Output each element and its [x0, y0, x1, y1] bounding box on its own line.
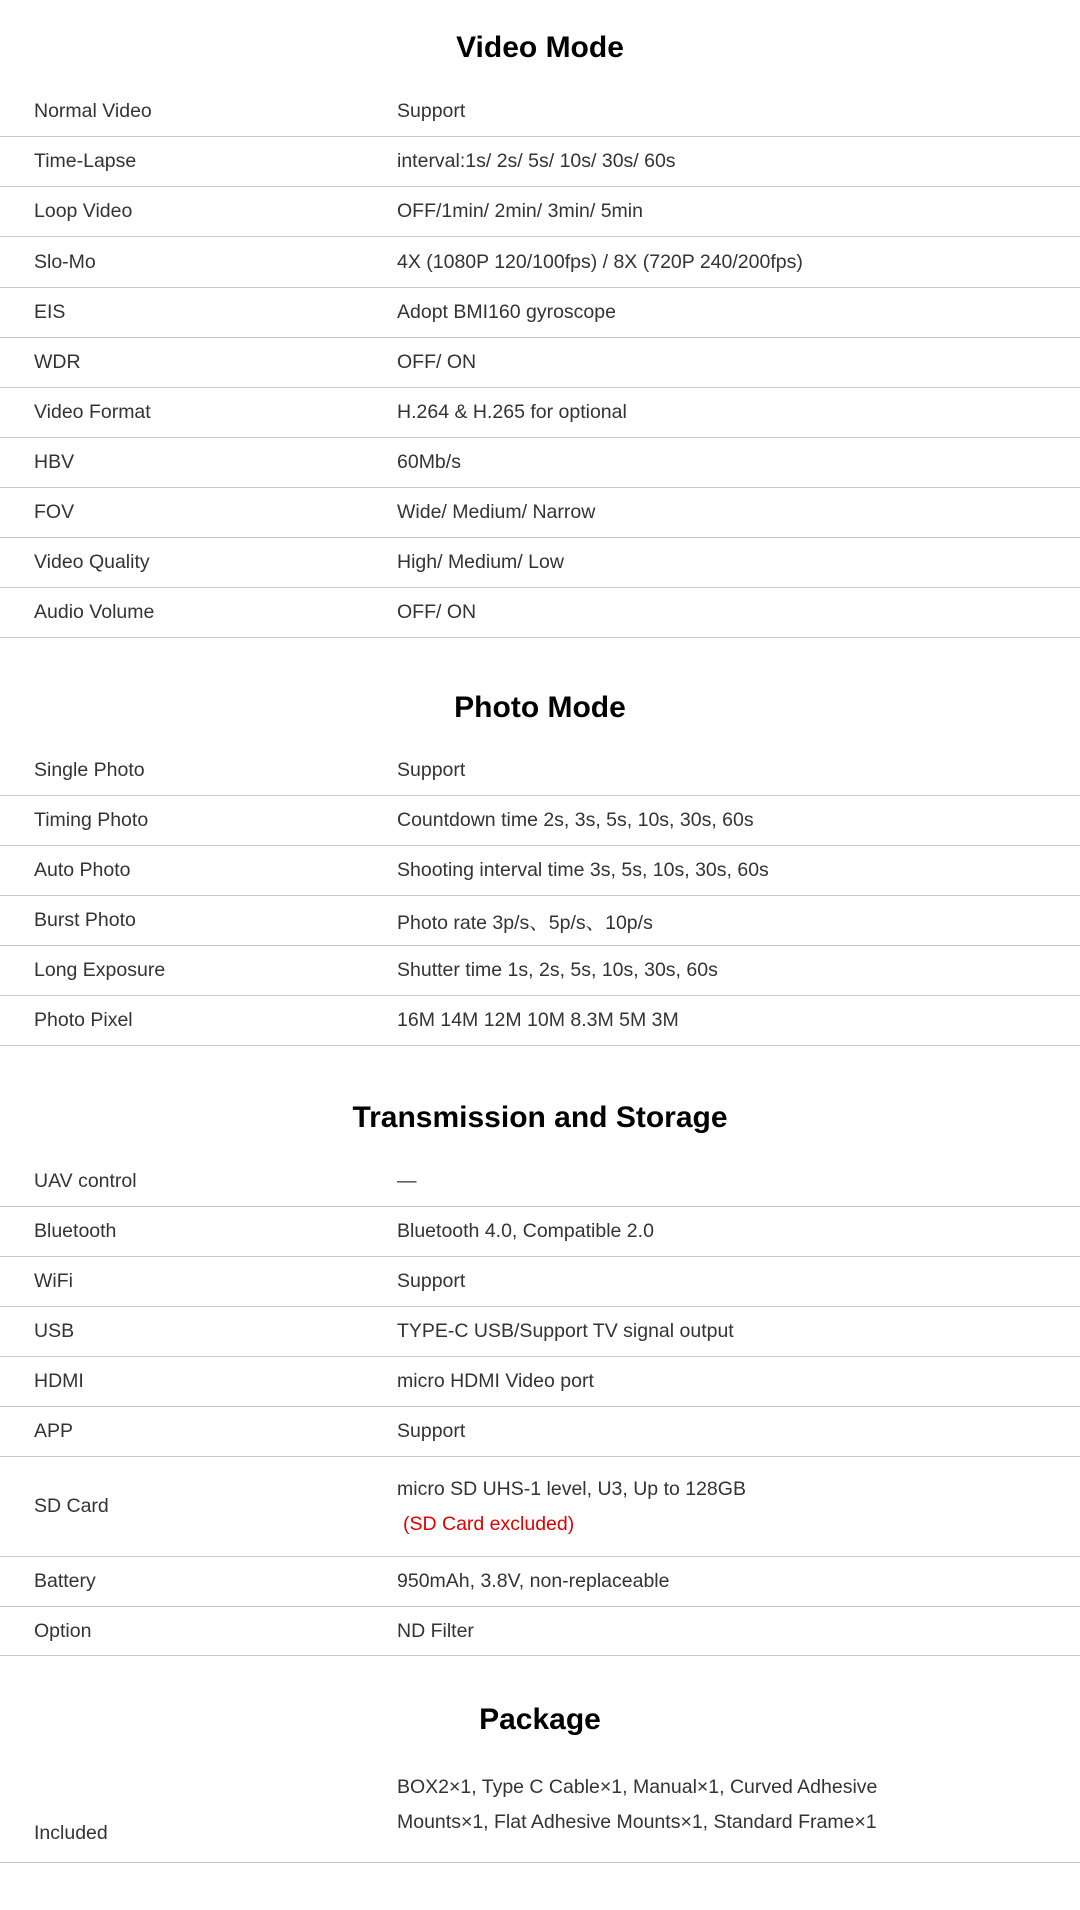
spec-label: Bluetooth [34, 1220, 117, 1242]
spec-value: Support [397, 100, 466, 122]
table-row [0, 996, 1080, 1046]
spec-value: 950mAh, 3.8V, non-replaceable [397, 1570, 670, 1592]
spec-value: Support [397, 1270, 466, 1292]
spec-value: Shutter time 1s, 2s, 5s, 10s, 30s, 60s [397, 959, 718, 981]
spec-label: Battery [34, 1570, 96, 1592]
spec-value: TYPE-C USB/Support TV signal output [397, 1320, 734, 1342]
table-row [0, 946, 1080, 996]
package-table [0, 1770, 1080, 1863]
spec-value: ND Filter [397, 1619, 474, 1642]
sd-card-excluded-note: (SD Card excluded) [403, 1512, 575, 1535]
spec-label: SD Card [34, 1495, 109, 1517]
spec-value: — [397, 1170, 417, 1192]
spec-label: Auto Photo [34, 859, 131, 881]
spec-label: Option [34, 1619, 92, 1642]
table-row [0, 388, 1080, 438]
table-row [0, 187, 1080, 237]
spec-value: OFF/ ON [397, 601, 477, 623]
table-row [0, 1457, 1080, 1557]
spec-value-line: BOX2×1, Type C Cable×1, Manual×1, Curved Adhesive [397, 1776, 878, 1798]
photo-mode-title: Photo Mode [454, 691, 626, 724]
spec-label: Loop Video [34, 200, 133, 222]
spec-label: USB [34, 1320, 75, 1342]
spec-value: Shooting interval time 3s, 5s, 10s, 30s, 60s [397, 859, 769, 881]
spec-value: interval:1s/ 2s/ 5s/ 10s/ 30s/ 60s [397, 150, 676, 172]
spec-value: 4X (1080P 120/100fps) / 8X (720P 240/200fps) [397, 250, 803, 273]
spec-value: Support [397, 759, 466, 781]
spec-label: UAV control [34, 1170, 137, 1192]
spec-value: Bluetooth 4.0, Compatible 2.0 [397, 1220, 654, 1242]
table-row [0, 796, 1080, 846]
table-row [0, 896, 1080, 946]
spec-label: APP [34, 1420, 74, 1442]
table-row [0, 338, 1080, 388]
spec-value: 60Mb/s [397, 451, 461, 473]
spec-value: H.264 & H.265 for optional [397, 401, 627, 423]
video-mode-table [0, 87, 1080, 638]
table-row [0, 746, 1080, 796]
spec-label: Video Quality [34, 551, 150, 573]
table-row [0, 1407, 1080, 1457]
spec-value: High/ Medium/ Low [397, 551, 564, 573]
spec-label: Long Exposure [34, 959, 166, 981]
table-row [0, 846, 1080, 896]
spec-value: Photo rate 3p/s、5p/s、10p/s [397, 911, 653, 934]
spec-label: Photo Pixel [34, 1009, 133, 1031]
spec-value: OFF/ ON [397, 351, 477, 373]
spec-value-text: micro SD UHS-1 level, U3, Up to 128GB [397, 1477, 746, 1500]
table-row [0, 1157, 1080, 1207]
spec-label: HDMI [34, 1370, 84, 1392]
table-row [0, 1607, 1080, 1656]
table-row [0, 538, 1080, 588]
table-row [0, 137, 1080, 187]
table-row [0, 237, 1080, 288]
table-row [0, 1207, 1080, 1257]
spec-label: WDR [34, 351, 81, 373]
package-title: Package [479, 1703, 601, 1736]
table-row [0, 1257, 1080, 1307]
spec-value [364, 1478, 1080, 1536]
spec-value: Countdown time 2s, 3s, 5s, 10s, 30s, 60s [397, 809, 754, 831]
spec-label: Time-Lapse [34, 150, 137, 172]
spec-value: 16M 14M 12M 10M 8.3M 5M 3M [397, 1009, 679, 1031]
photo-mode-table [0, 746, 1080, 1046]
transmission-storage-title: Transmission and Storage [352, 1101, 728, 1134]
spec-label: Normal Video [34, 100, 152, 122]
table-row [0, 588, 1080, 638]
spec-label: EIS [34, 301, 66, 323]
spec-value: micro HDMI Video port [397, 1370, 594, 1392]
table-row [0, 1357, 1080, 1407]
table-row [0, 1770, 1080, 1863]
spec-value: OFF/1min/ 2min/ 3min/ 5min [397, 200, 643, 222]
spec-label: FOV [34, 501, 75, 523]
table-row [0, 1557, 1080, 1607]
spec-label: Included [34, 1822, 108, 1844]
video-mode-title: Video Mode [456, 31, 624, 64]
spec-label: Video Format [34, 401, 151, 423]
transmission-storage-table [0, 1157, 1080, 1656]
spec-label: WiFi [34, 1270, 73, 1292]
table-row [0, 488, 1080, 538]
table-row [0, 288, 1080, 338]
spec-label: Audio Volume [34, 601, 155, 623]
spec-value: Adopt BMI160 gyroscope [397, 301, 616, 323]
spec-label: Timing Photo [34, 809, 149, 831]
spec-label: HBV [34, 451, 75, 473]
spec-label: Single Photo [34, 759, 145, 781]
spec-label: Slo-Mo [34, 250, 96, 273]
spec-label: Burst Photo [34, 909, 136, 931]
table-row [0, 87, 1080, 137]
spec-value: Support [397, 1420, 466, 1442]
table-row [0, 438, 1080, 488]
spec-value-line: Mounts×1, Flat Adhesive Mounts×1, Standard Frame×1 [397, 1811, 877, 1833]
table-row [0, 1307, 1080, 1357]
spec-value [364, 1770, 1080, 1840]
spec-value: Wide/ Medium/ Narrow [397, 501, 596, 523]
